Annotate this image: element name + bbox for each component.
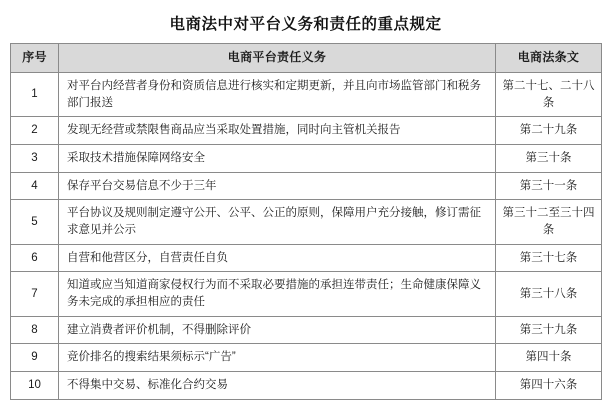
table-row: [11, 272, 602, 316]
table-header: [11, 44, 602, 73]
row-number: 8: [11, 316, 59, 344]
column-header-no: 序号: [11, 44, 59, 73]
column-header-duty: 电商平台责任义务: [59, 44, 496, 73]
row-duty: 自营和他营区分，自营责任自负: [59, 244, 496, 272]
row-number: 9: [11, 344, 59, 372]
table-row: [11, 117, 602, 145]
row-law: 第三十九条: [496, 316, 602, 344]
row-duty: 建立消费者评价机制，不得删除评价: [59, 316, 496, 344]
row-duty: 竞价排名的搜索结果须标示“广告”: [59, 344, 496, 372]
row-duty: 不得集中交易、标准化合约交易: [59, 372, 496, 400]
row-law: 第三十一条: [496, 172, 602, 200]
row-number: 6: [11, 244, 59, 272]
regulations-table: [10, 43, 602, 400]
row-law: 第三十七条: [496, 244, 602, 272]
table-row: [11, 316, 602, 344]
row-duty: 知道或应当知道商家侵权行为而不采取必要措施的承担连带责任；生命健康保障义务未完成的承担相应的责任: [59, 272, 496, 316]
page-title: 电商法中对平台义务和责任的重点规定: [169, 16, 442, 33]
row-duty: 采取技术措施保障网络安全: [59, 145, 496, 173]
table-row: [11, 244, 602, 272]
table-row: [11, 372, 602, 400]
row-number: 5: [11, 200, 59, 244]
table-row: [11, 73, 602, 117]
row-number: 1: [11, 73, 59, 117]
row-law: 第四十六条: [496, 372, 602, 400]
table-row: [11, 200, 602, 244]
row-number: 3: [11, 145, 59, 173]
table-row: [11, 344, 602, 372]
row-law: 第三十条: [496, 145, 602, 173]
row-number: 2: [11, 117, 59, 145]
row-number: 4: [11, 172, 59, 200]
row-duty: 平台协议及规则制定遵守公开、公平、公正的原则，保障用户充分接触，修订需征求意见并公示: [59, 200, 496, 244]
row-number: 10: [11, 372, 59, 400]
row-law: 第三十二至三十四条: [496, 200, 602, 244]
table-body: [11, 73, 602, 400]
row-law: 第二十九条: [496, 117, 602, 145]
row-law: 第二十七、二十八条: [496, 73, 602, 117]
row-duty: 发现无经营或禁限售商品应当采取处置措施，同时向主管机关报告: [59, 117, 496, 145]
column-header-law: 电商法条文: [496, 44, 602, 73]
row-duty: 保存平台交易信息不少于三年: [59, 172, 496, 200]
table-row: [11, 145, 602, 173]
row-duty: 对平台内经营者身份和资质信息进行核实和定期更新，并且向市场监管部门和税务部门报送: [59, 73, 496, 117]
table-row: [11, 172, 602, 200]
row-law: 第三十八条: [496, 272, 602, 316]
row-number: 7: [11, 272, 59, 316]
row-law: 第四十条: [496, 344, 602, 372]
table-header-row: [11, 44, 602, 73]
